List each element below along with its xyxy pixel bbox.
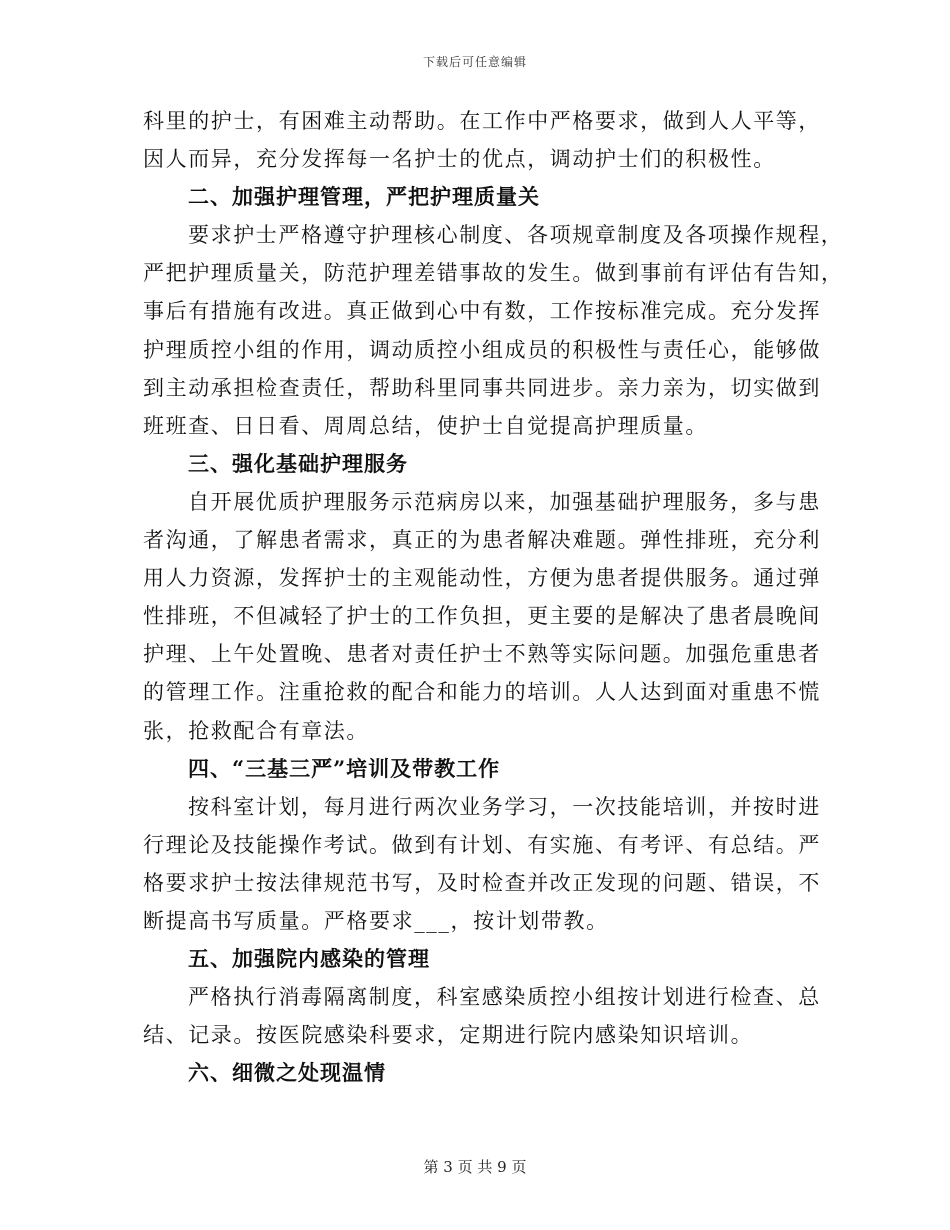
paragraph-first-line: 严格执行消毒隔离制度，科室感染质控小组按计划进行检查、总: [188, 985, 821, 1010]
body-line: 护理、上午处置晚、患者对责任护士不熟等实际问题。加强危重患者: [143, 642, 821, 667]
body-line: 因人而异，充分发挥每一名护士的优点，调动护士们的积极性。: [143, 147, 776, 172]
body-line: 格要求护士按法律规范书写，及时检查并改正发现的问题、错误，不: [143, 870, 821, 895]
body-line: 断提高书写质量。严格要求___，按计划带教。: [143, 908, 609, 933]
page-number-footer: 第 3 页 共 9 页: [423, 1158, 527, 1176]
body-line: 护理质控小组的作用，调动质控小组成员的积极性与责任心，能够做: [143, 337, 821, 362]
section-heading: 二、加强护理管理，严把护理质量关: [188, 184, 540, 210]
document-body: [143, 102, 844, 1092]
body-line: 张，抢救配合有章法。: [143, 718, 369, 743]
paragraph-first-line: 自开展优质护理服务示范病房以来，加强基础护理服务，多与患: [188, 489, 821, 514]
body-line: 用人力资源，发挥护士的主观能动性，方便为患者提供服务。通过弹: [143, 566, 821, 591]
paragraph-first-line: 按科室计划，每月进行两次业务学习，一次技能培训，并按时进: [188, 794, 821, 819]
body-line: 行理论及技能操作考试。做到有计划、有实施、有考评、有总结。严: [143, 832, 821, 857]
body-line: 者沟通，了解患者需求，真正的为患者解决难题。弹性排班，充分利: [143, 528, 821, 553]
section-heading: 六、细微之处现温情: [188, 1060, 386, 1086]
section-heading: 五、加强院内感染的管理: [188, 946, 430, 972]
paragraph-first-line: 要求护士严格遵守护理核心制度、各项规章制度及各项操作规程，: [188, 223, 844, 248]
body-line: 严把护理质量关，防范护理差错事故的发生。做到事前有评估有告知，: [143, 261, 844, 286]
body-line: 性排班，不但减轻了护士的工作负担，更主要的是解决了患者晨晚间: [143, 604, 821, 629]
body-line: 的管理工作。注重抢救的配合和能力的培训。人人达到面对重患不慌: [143, 680, 821, 705]
body-line: 结、记录。按医院感染科要求，定期进行院内感染知识培训。: [143, 1023, 754, 1048]
body-line: 科里的护士，有困难主动帮助。在工作中严格要求，做到人人平等，: [143, 109, 821, 133]
body-line: 事后有措施有改进。真正做到心中有数，工作按标准完成。充分发挥: [143, 299, 821, 324]
page-header: 下载后可任意编辑: [422, 55, 527, 69]
body-line: 到主动承担检查责任，帮助科里同事共同进步。亲力亲为，切实做到: [143, 375, 821, 400]
section-heading: 四、“三基三严”培训及带教工作: [188, 755, 501, 781]
section-heading: 三、强化基础护理服务: [188, 450, 408, 476]
body-line: 班班查、日日看、周周总结，使护士自觉提高护理质量。: [143, 413, 708, 438]
